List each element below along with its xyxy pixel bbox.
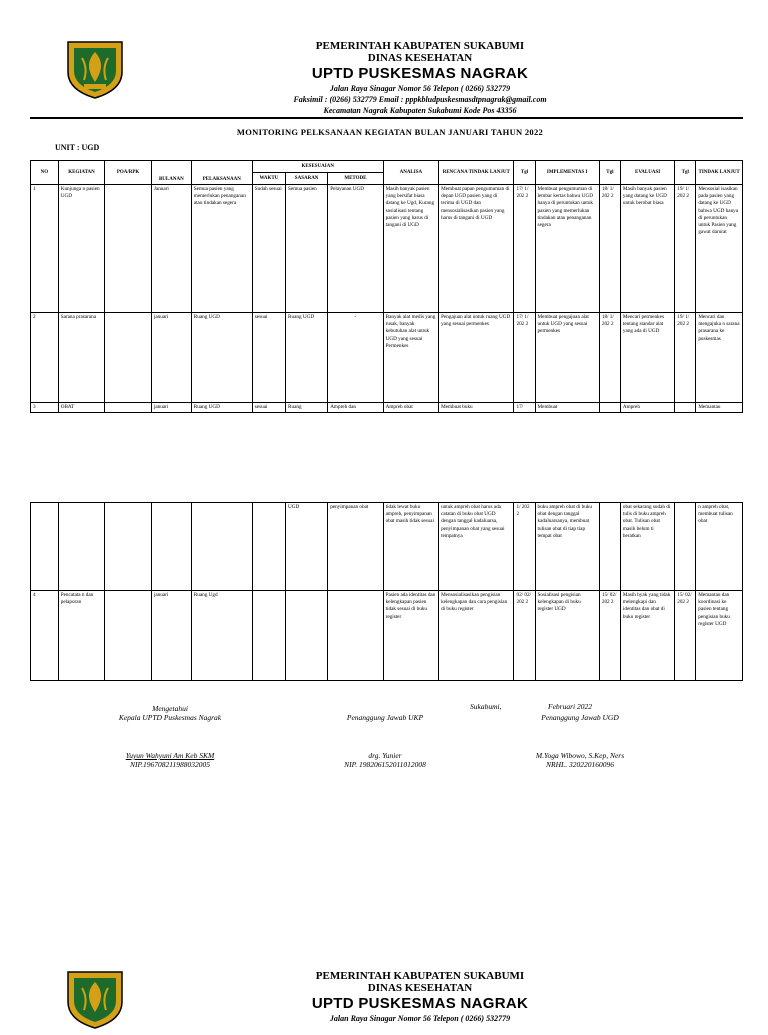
sign-right-name: M.Yoga Wibowo, S.Kep, Ners [535,751,625,760]
document-title: MONITORING PELKSANAAN KEGIATAN BULAN JANUARI TAHUN 2022 [236,127,544,137]
cell-tgl3 [675,403,696,413]
col-implementasi: IMPLEMENTAS I [535,161,599,185]
col-tindak: TINDAK LANJUT [696,161,743,185]
header-title: UPTD PUSKESMAS NAGRAK [311,995,529,1012]
cell-tgl3 [675,503,696,591]
cell-poa [105,591,152,681]
sign-left-nip: NIP.196708211988032005 [130,760,210,769]
cell-rencana: Mensosialisasikan pengisian kelengkapan dan cara pengisian di buku register [439,591,514,681]
cell-kegiatan: Sarana prasarana [58,313,105,403]
sign-right-title: Penanggung Jawab UGD [541,713,619,722]
cell-bulanan: januari [151,403,191,413]
cell-implementasi: buku ampreh obat di buku obat dengan tanggal kadaluarsanya, membuat tulisan obat di tiap tiap tempat obat [535,503,599,591]
cell-tgl1: 17/ [514,403,535,413]
sign-left-name: Yuyun Wahyuni Am Keb SKM [125,751,215,760]
header-line2: DINAS KESEHATAN [367,52,473,64]
cell-rencana: Membuat buku [439,403,514,413]
col-tgl2: Tgl [599,161,620,185]
cell-analisa: Pasien ada identitas dan kelengkapan pasien tidak sesuai di buku register [383,591,438,681]
cell-sasaran: Ruang [286,403,328,413]
cell-bulanan [151,503,191,591]
cell-implementasi: Membuat [535,403,599,413]
cell-no: 4 [31,591,59,681]
cell-tgl3: 19/ 1/ 202 2 [675,313,696,403]
unit-label: UNIT : UGD [55,143,100,152]
cell-tgl3: 19/ 1/ 202 2 [675,185,696,313]
cell-sasaran: Semua pasien [286,185,328,313]
cell-tindak: n ampreh obat, membuat tulisan obat [696,503,743,591]
cell-pelaksanaan [191,503,252,591]
cell-kegiatan: Pencatata n dan pelaporan [58,591,105,681]
cell-tgl3: 15/ 02/ 202 2 [675,591,696,681]
sign-left-title1: Mengetahui [152,704,188,713]
cell-analisa: Masih banyak pasien yang bersifat biasa datang ke Ugd, Kurang sosialisasi tentang pasien yang harus di tangani di UGD [383,185,438,313]
sign-right-nip: NRHL. 320220160096 [546,760,614,769]
cell-metode: penyimpanan obat [328,503,383,591]
header-line1: PEMERINTAH KABUPATEN SUKABUMI [315,40,525,52]
col-pelaksanaan: PELAKSANAAN [191,161,252,185]
cell-tgl2: 15/ 02/ 202 2 [599,591,620,681]
col-kesesuaian: KESESUAIAN [252,161,383,173]
table-row [31,185,743,313]
sign-mid-name: drg. Yunier [368,751,402,760]
cell-pelaksanaan: Semua pasien yang memerlukan penanganan atau tindakan segera [191,185,252,313]
cell-poa [105,185,152,313]
cell-implementasi: Sosialisasi pengisian kelengkapan di buku register UGD [535,591,599,681]
cell-no: 2 [31,313,59,403]
cell-analisa: tidak lewat buku ampreh, penyimpanan obat masih tidak sesuai [383,503,438,591]
cell-implementasi: Membuat pengajuan alat untuk UGD yang sesuai permenkes [535,313,599,403]
header-title: UPTD PUSKESMAS NAGRAK [311,65,529,82]
cell-metode [328,591,383,681]
cell-kegiatan: Kunjunga n pasien UGD [58,185,105,313]
header-rule [30,117,743,119]
cell-kegiatan [58,503,105,591]
cell-tgl1: 02/ 02/ 202 2 [514,591,535,681]
cell-analisa: Ampreh obat [383,403,438,413]
cell-tgl2 [599,503,620,591]
col-tgl3: Tgl [675,161,696,185]
cell-pelaksanaan: Ruang UGD [191,403,252,413]
cell-metode: Pelayanan UGD [328,185,383,313]
cell-sasaran: UGD [286,503,328,591]
col-kegiatan: KEGIATAN [58,161,105,185]
cell-tgl2: 18/ 1/ 202 2 [599,185,620,313]
cell-pelaksanaan: Ruang Ugd [191,591,252,681]
table-row [31,503,743,591]
col-evaluasi: EVALUASI [620,161,674,185]
col-waktu: WAKTU [252,173,285,185]
sign-place: Sukabumi, [470,702,502,711]
col-tgl1: Tgl [514,161,535,185]
header-contact: Faksimil : (0266) 532779 Email : pppkbludpuskesmasdtpnagrak@gmail.com [293,95,547,104]
cell-evaluasi: Masih banyak pasien yang datang ke UGD untuk berobat biasa [620,185,674,313]
sukabumi-logo [64,968,126,1030]
sign-left-title2: Kepala UPTD Puskesmas Nagrak [118,713,222,722]
cell-poa [105,403,152,413]
col-no: NO [31,161,59,185]
col-sasaran: SASARAN [286,173,328,185]
sukabumi-logo [64,38,126,100]
cell-bulanan: januari [151,313,191,403]
header-line1: PEMERINTAH KABUPATEN SUKABUMI [315,970,525,982]
cell-sasaran [286,591,328,681]
cell-poa [105,503,152,591]
cell-poa [105,313,152,403]
col-metode: METODE [328,173,383,185]
sign-mid-title: Penanggung Jawab UKP [346,713,424,722]
cell-waktu: Sudah sesuai [252,185,285,313]
cell-tgl2 [599,403,620,413]
cell-waktu [252,503,285,591]
header-address: Jalan Raya Sinagar Nomor 56 Telepon ( 0266) 532779 [329,84,511,93]
col-analisa: ANALISA [383,161,438,185]
cell-tgl1: 17/ 1/ 202 2 [514,185,535,313]
cell-no: 1 [31,185,59,313]
cell-tindak: Mencari dan mengajuka n sarana prasarana ke puskesmas [696,313,743,403]
cell-rencana: Pengajuan alat untuk ruang UGD yang sesuai permenkes [439,313,514,403]
cell-evaluasi: Mencari permenkes tentang standar alat yang ada di UGD [620,313,674,403]
cell-evaluasi: obat sekarang sudah di tulis di buku ampreh obat. Tulisan obat masih belum ti beratkan [620,503,674,591]
cell-pelaksanaan: Ruang UGD [191,313,252,403]
cell-tgl1: 17/ 1/ 202 2 [514,313,535,403]
cell-waktu [252,591,285,681]
col-poa: POA/RPK [105,161,152,185]
col-bulanan: BULANAN [151,161,191,185]
cell-bulanan: januari [151,591,191,681]
col-rencana: RENCANA TINDAK LANJUT [439,161,514,185]
cell-no: 3 [31,403,59,413]
cell-sasaran: Ruang UGD [286,313,328,403]
cell-tindak: Memantau [696,403,743,413]
cell-metode: Ampreh dan [328,403,383,413]
header-line2: DINAS KESEHATAN [367,982,473,994]
monitoring-table [30,160,743,413]
monitoring-table-continued [30,502,743,681]
sign-mid-nip: NIP. 198206152011012008 [344,760,426,769]
cell-tgl2: 18/ 1/ 202 2 [599,313,620,403]
cell-evaluasi: Ampreh [620,403,674,413]
cell-analisa: Banyak alat medis yang rusak, banyak kebutuhan alat untuk UGD yang sesuai Permenkes [383,313,438,403]
header-address: Jalan Raya Sinagar Nomor 56 Telepon ( 0266) 532779 [329,1014,511,1023]
cell-tindak: Memantau dan koordinasi ke pasien tentang pengisian buku register UGD [696,591,743,681]
cell-evaluasi: Masih byak yang tidak melengkapi dan identitas dan obat di buku register [620,591,674,681]
cell-bulanan: Januari [151,185,191,313]
cell-metode: - [328,313,383,403]
cell-rencana: Membuat papan pengumuman di depan UGD pasien yang di terima di UGD dan mensosialisasikan pasien yang harus di tangani di UGD [439,185,514,313]
cell-tgl1: 1/ 202 2 [514,503,535,591]
cell-no [31,503,59,591]
header-location: Kecamatan Nagrak Kabupaten Sukabumi Kode Pos 43356 [323,106,517,115]
cell-implementasi: Membuat pengumuman di lembar kertas bahwa UGD hanya di peruntukan untuk pasien yang memerlukan tindakan atau penanganan segera [535,185,599,313]
cell-rencana: untuk ampreh obat harus ada catatan di buku obat UGD dengan tanggal kadaluarsa, penyimpanan obat yang sesuai tempatnya [439,503,514,591]
cell-tindak: Mensosial isasikan pada pasien yang datang ke UGD bahwa UGD hanya di peruntukan untuk Pasien yang gawat darurat [696,185,743,313]
table-row [31,313,743,403]
cell-kegiatan: OBAT [58,403,105,413]
cell-waktu: sesuai [252,313,285,403]
sign-date: Februari 2022 [548,702,592,711]
table-row [31,591,743,681]
cell-waktu: sesuai [252,403,285,413]
table-row [31,403,743,413]
